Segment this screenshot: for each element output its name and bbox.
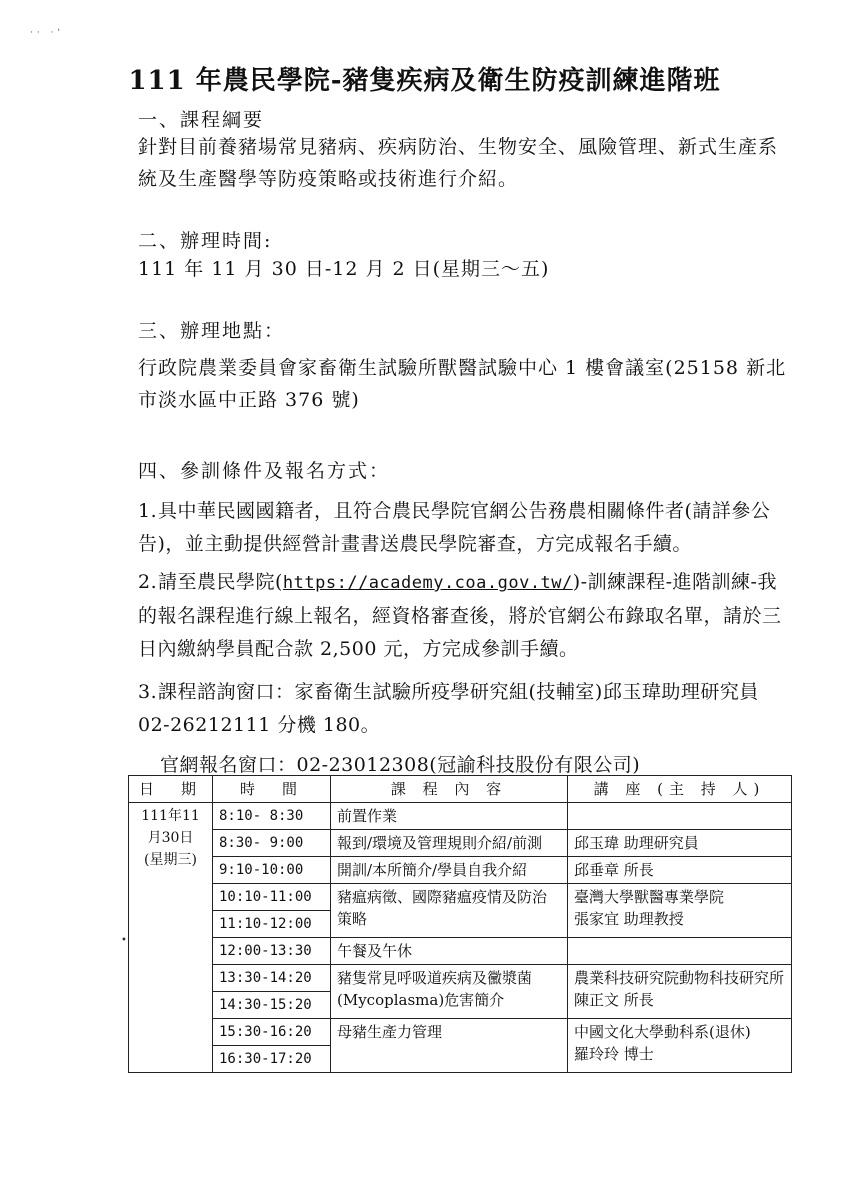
speaker-cell [568, 938, 792, 965]
table-row [129, 965, 792, 992]
time-cell: 11:10-12:00 [213, 911, 331, 938]
table-row [129, 1019, 792, 1046]
speaker-line: 羅玲玲 博士 [574, 1045, 654, 1063]
speaker-cell [568, 803, 792, 830]
condition-item-3 [138, 676, 788, 742]
page-title: 111 年農民學院-豬隻疾病及衛生防疫訓練進階班 [128, 66, 721, 96]
topic-cell: 豬瘟病徵、國際豬瘟疫情及防治策略 [331, 884, 568, 938]
date-line: 111年11 [141, 808, 200, 824]
outline-text: 針對目前養豬場常見豬病、疾病防治、生物安全、風險管理、新式生產系統及生產醫學等防疫策略或技術進行介紹。 [138, 136, 779, 190]
topic-cell: 前置作業 [331, 803, 568, 830]
condition-number: 2. [138, 571, 158, 593]
speaker-line: 陳正文 所長 [574, 991, 654, 1009]
speaker-cell: 邱垂章 所長 [568, 857, 792, 884]
scan-mark: • [121, 935, 127, 946]
condition-number: 3. [138, 681, 158, 703]
schedule-header-row [129, 776, 792, 803]
date-line: 月30日 [147, 830, 194, 846]
table-row [129, 938, 792, 965]
header-speaker: 講 座 (主 持 人) [568, 776, 792, 803]
topic-cell: 母豬生產力管理 [331, 1019, 568, 1073]
apply-heading: 四、參訓條件及報名方式： [138, 460, 391, 482]
academy-link[interactable]: https://academy.coa.gov.tw/ [282, 573, 573, 593]
table-row [129, 857, 792, 884]
speaker-line: 農業科技研究院動物科技研究所 [574, 969, 785, 987]
time-cell: 13:30-14:20 [213, 965, 331, 992]
place-heading: 三、辦理地點： [138, 320, 286, 342]
scan-specks: ·· ·' [30, 28, 64, 38]
time-cell: 9:10-10:00 [213, 857, 331, 884]
speaker-line: 中國文化大學動科系(退休) [574, 1023, 751, 1041]
schedule-date [129, 803, 213, 1073]
header-topic: 課 程 內 容 [331, 776, 568, 803]
time-cell: 8:30- 9:00 [213, 830, 331, 857]
speaker-cell [568, 884, 792, 938]
speaker-cell [568, 965, 792, 1019]
time-cell: 10:10-11:00 [213, 884, 331, 911]
topic-cell: 豬隻常見呼吸道疾病及黴漿菌(Mycoplasma)危害簡介 [331, 965, 568, 1019]
header-date: 日 期 [129, 776, 213, 803]
topic-cell: 午餐及午休 [331, 938, 568, 965]
speaker-line: 張家宜 助理教授 [574, 910, 684, 928]
condition-number: 1. [138, 500, 158, 522]
condition-item-2 [138, 566, 788, 666]
website-contact: 官網報名窗口：02-23012308(冠諭科技股份有限公司) [160, 754, 641, 776]
time-text: 111 年 11 月 30 日-12 月 2 日(星期三～五) [138, 258, 550, 280]
topic-cell: 開訓/本所簡介/學員自我介紹 [331, 857, 568, 884]
time-cell: 16:30-17:20 [213, 1046, 331, 1073]
time-heading: 二、辦理時間: [138, 230, 273, 252]
date-line: (星期三) [144, 852, 197, 868]
topic-cell: 報到/環境及管理規則介紹/前測 [331, 830, 568, 857]
place-text: 行政院農業委員會家畜衛生試驗所獸醫試驗中心 1 樓會議室(25158 新北市淡水區中正路 376 號) [138, 357, 787, 411]
table-row [129, 884, 792, 911]
condition-text-pre: 請至農民學院( [158, 571, 283, 593]
condition-text-post: )-訓練課程-進階訓練-我的報名課程進行線上報名，經資格審查後，將於官網公布錄取名單，請於三日內繳納學員配合款 2,500 元，方完成參訓手續。 [138, 571, 782, 660]
speaker-line: 臺灣大學獸醫專業學院 [574, 888, 725, 906]
condition-text: 課程諮詢窗口：家畜衛生試驗所疫學研究組(技輔室)邱玉瑋助理研究員 02-26212111 分機 180。 [138, 681, 759, 736]
time-cell: 8:10- 8:30 [213, 803, 331, 830]
outline-heading: 一、課程綱要 [138, 109, 265, 131]
time-cell: 15:30-16:20 [213, 1019, 331, 1046]
time-cell: 12:00-13:30 [213, 938, 331, 965]
condition-text: 具中華民國國籍者，且符合農民學院官網公告務農相關條件者(請詳參公告)，並主動提供經營計畫書送農民學院審查，方完成報名手續。 [138, 500, 771, 555]
header-time: 時 間 [213, 776, 331, 803]
schedule-table [128, 775, 792, 1073]
table-row [129, 830, 792, 857]
condition-item-1 [138, 495, 788, 561]
time-cell: 14:30-15:20 [213, 992, 331, 1019]
speaker-cell [568, 1019, 792, 1073]
speaker-cell: 邱玉瑋 助理研究員 [568, 830, 792, 857]
table-row [129, 803, 792, 830]
